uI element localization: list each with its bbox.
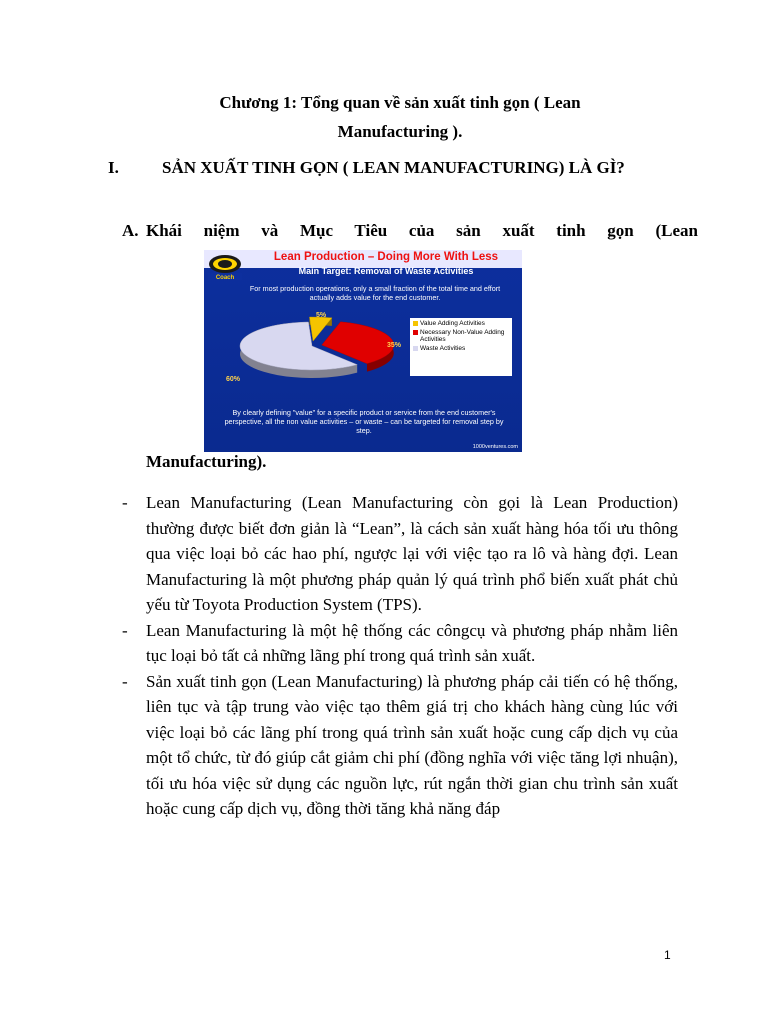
legend-label: Waste Activities xyxy=(420,345,466,352)
legend-swatch xyxy=(413,330,418,335)
bullet-marker: - xyxy=(122,493,128,512)
legend-label: Value Adding Activities xyxy=(420,320,485,327)
legend-item-waste xyxy=(410,345,512,352)
slide-title: Lean Production – Doing More With Less xyxy=(273,251,499,263)
logo-text: Coach xyxy=(215,275,235,281)
slide-intro: For most production operations, only a small fraction of the total time and effort actually adds value for the end customer. xyxy=(249,284,501,302)
pie-label-necessary: 35% xyxy=(387,342,402,349)
bullet-text: Sản xuất tinh gọn (Lean Manufacturing) là phương pháp cải tiến có hệ thống, liên tục và tập trung vào việc tạo thêm giá trị cho khách hàng cùng lúc với việc loại bỏ các lãng phí trong quá trình sản xuất hoặc cung cấp dịch vụ của một tổ chức, từ đó giúp cắt giảm chi phí (đồng nghĩa với việc tăng lợi nhuận), tối ưu hóa việc sử dụng các nguồn lực, rút ngắn thời gian chu trình sản xuất hoặc cung cấp dịch vụ, đồng thời tăng khả năng đáp xyxy=(146,671,678,818)
bullet-text: Lean Manufacturing (Lean Manufacturing còn gọi là Lean Production) thường được biết đơn giản là “Lean”, là cách sản xuất hàng hóa tối ưu thông qua việc loại bỏ các hao phí, ngược lại với việc tạo ra lô và hàng đợi. Lean Manufacturing là một phương pháp quản lý quá trình phổ biến xuất phát chủ yếu từ Toyota Production System (TPS). xyxy=(146,493,678,614)
list-item xyxy=(122,490,678,618)
subsection-heading-text: Khái niệm và Mục Tiêu của sản xuất tinh gọn (Lean xyxy=(146,221,698,240)
slide-footer: By clearly defining "value" for a specific product or service from the end customer's perspective, all the non value activities – or waste – can be targeted for removal step by step. xyxy=(224,408,504,435)
subsection-number: A. xyxy=(122,221,139,240)
legend-label: Necessary Non-Value Adding Activities xyxy=(420,329,505,343)
legend-item-necessary xyxy=(410,329,512,343)
legend-item-value xyxy=(410,320,512,327)
slide-subtitle: Main Target: Removal of Waste Activities xyxy=(298,266,474,276)
bullet-text: Lean Manufacturing là một hệ thống các côngcụ và phương pháp nhằm liên tục loại bỏ tất cả những lãng phí trong quá trình sản xuất. xyxy=(146,620,678,665)
legend-swatch xyxy=(413,346,418,351)
pie-label-waste: 60% xyxy=(226,376,241,383)
list-item xyxy=(122,669,678,822)
section-heading-text: SẢN XUẤT TINH GỌN ( LEAN MANUFACTURING) LÀ GÌ? xyxy=(162,158,625,177)
pie-chart xyxy=(222,312,402,392)
chapter-title xyxy=(150,88,650,146)
coach-logo-icon xyxy=(207,253,243,281)
bullet-list xyxy=(122,490,678,822)
page-number: 1 xyxy=(664,948,671,962)
list-item xyxy=(122,618,678,669)
subsection-heading-continuation: Manufacturing). xyxy=(146,452,267,471)
chapter-title-line1: Chương 1: Tổng quan về sản xuất tinh gọn ( Lean xyxy=(219,93,581,112)
lean-slide-figure xyxy=(204,250,522,452)
legend-swatch xyxy=(413,321,418,326)
bullet-marker: - xyxy=(122,620,128,640)
chapter-title-line2: Manufacturing ). xyxy=(337,122,463,141)
pie-label-value: 5% xyxy=(316,312,327,319)
bullet-marker: - xyxy=(122,671,128,691)
section-number: I. xyxy=(108,158,119,177)
pie-legend xyxy=(410,318,512,376)
slide-url: 1000ventures.com xyxy=(472,444,518,450)
